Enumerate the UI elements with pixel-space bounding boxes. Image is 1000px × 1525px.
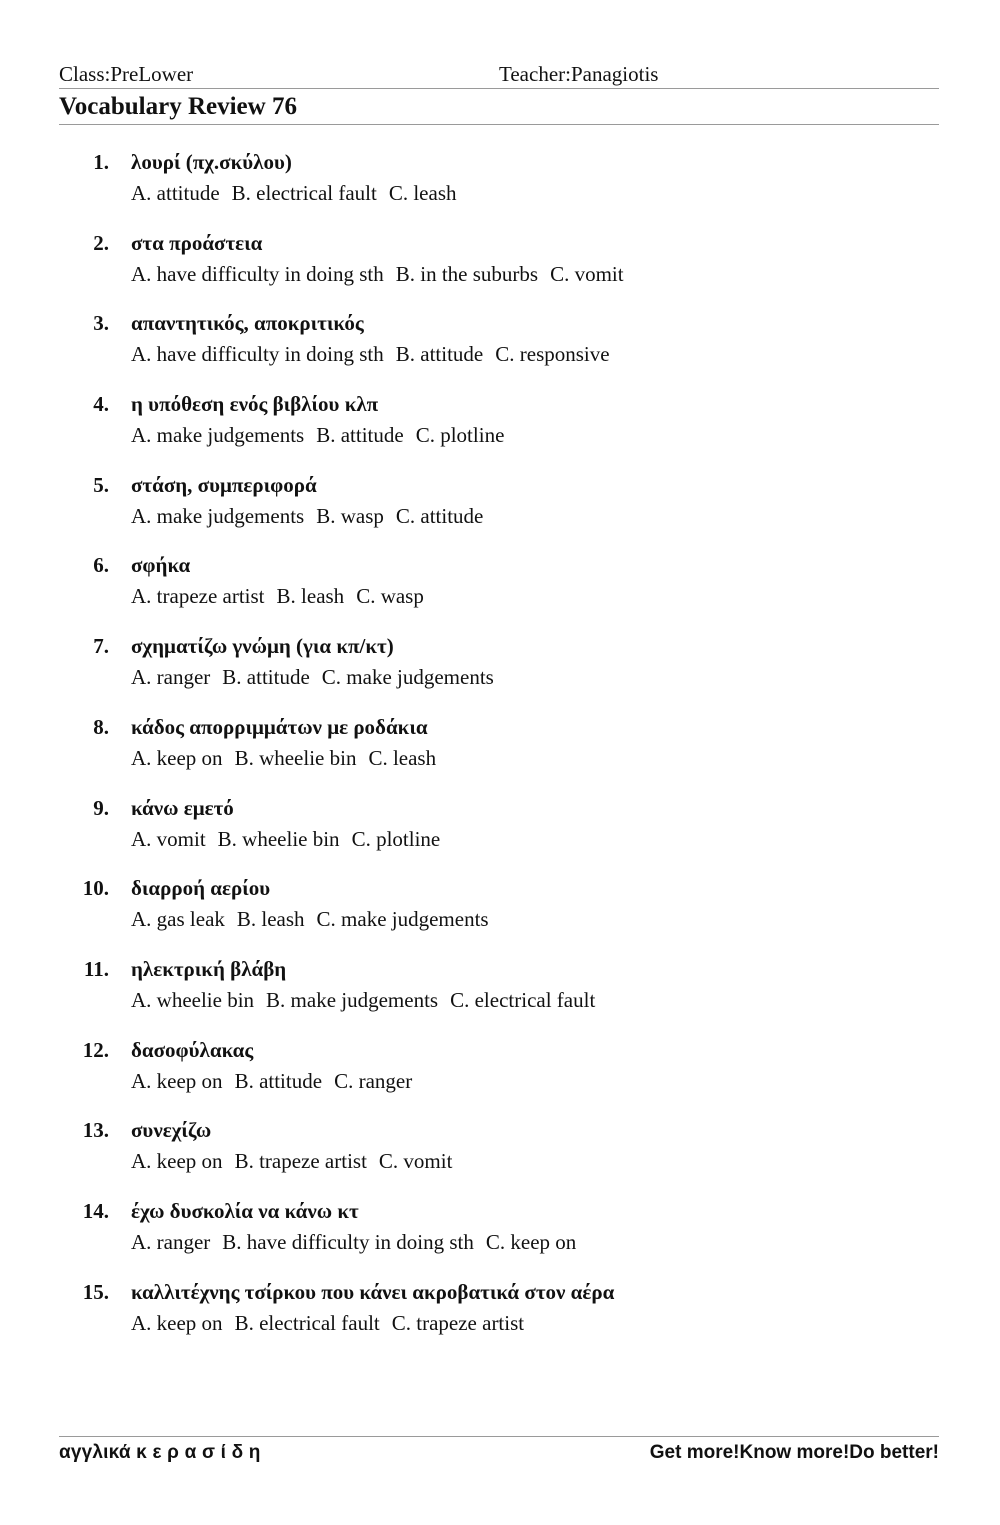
question-prompt: σχηματίζω γνώμη (για κπ/κτ) [131, 634, 394, 659]
question-item [0, 469, 1000, 550]
answer-options [131, 423, 504, 448]
question-item [0, 227, 1000, 308]
question-prompt: έχω δυσκολία να κάνω κτ [131, 1198, 359, 1223]
question-number: 11. [83, 956, 109, 981]
question-prompt: απαντητικός, αποκριτικός [131, 311, 364, 336]
question-prompt: η υπόθεση ενός βιβλίου κλπ [131, 392, 379, 417]
question-number: 13. [82, 1118, 109, 1143]
answer-options [131, 665, 494, 690]
footer-slogan: Get more!Know more!Do better! [649, 1442, 939, 1463]
question-item [0, 549, 1000, 630]
question-item [0, 1034, 1000, 1115]
question-number: 3. [93, 311, 109, 336]
answer-option[interactable]: C. ranger [334, 1068, 413, 1093]
answer-options [131, 181, 457, 206]
answer-option[interactable]: B. attitude [395, 342, 484, 367]
question-prompt: κάνω εμετό [131, 795, 234, 820]
answer-options [131, 746, 436, 771]
answer-options [131, 1230, 576, 1255]
footer [59, 1442, 939, 1468]
question-number: 8. [93, 714, 109, 739]
footer-brand: αγγλικά κ ε ρ α σ ί δ η [59, 1442, 261, 1463]
question-item [0, 146, 1000, 227]
question-prompt: κάδος απορριμμάτων με ροδάκια [131, 714, 428, 739]
question-item [0, 1114, 1000, 1195]
answer-option[interactable]: B. electrical fault [231, 181, 377, 205]
answer-option[interactable]: A. keep on [131, 1068, 223, 1093]
answer-option[interactable]: B. electrical fault [234, 1310, 380, 1335]
answer-option[interactable]: A. keep on [131, 745, 223, 770]
answer-option[interactable]: B. wheelie bin [234, 745, 357, 770]
question-item [0, 792, 1000, 873]
answer-options [131, 1311, 524, 1336]
question-number: 2. [93, 230, 109, 255]
answer-option[interactable]: A. have difficulty in doing sth [131, 261, 384, 286]
answer-option[interactable]: C. leash [388, 181, 457, 205]
answer-option[interactable]: B. attitude [316, 423, 404, 448]
question-item [0, 1195, 1000, 1276]
question-prompt: στάση, συμπεριφορά [131, 472, 317, 497]
answer-option[interactable]: A. keep on [131, 1310, 223, 1335]
answer-option[interactable]: C. vomit [550, 261, 624, 286]
answer-option[interactable]: A. keep on [131, 1149, 223, 1174]
question-item [0, 1276, 1000, 1357]
question-list [0, 146, 1000, 1356]
answer-option[interactable]: A. make judgements [131, 423, 305, 448]
answer-option[interactable]: B. trapeze artist [234, 1149, 367, 1174]
answer-option[interactable]: C. attitude [395, 503, 484, 528]
answer-option[interactable]: C. trapeze artist [391, 1310, 525, 1335]
question-number: 7. [93, 634, 109, 659]
question-prompt: σφήκα [131, 553, 191, 578]
answer-option[interactable]: B. in the suburbs [395, 261, 539, 286]
answer-option[interactable]: C. make judgements [321, 665, 494, 690]
question-item [0, 711, 1000, 792]
question-item [0, 307, 1000, 388]
answer-option[interactable]: B. leash [236, 907, 305, 932]
question-prompt: διαρροή αερίου [131, 876, 271, 901]
question-item [0, 953, 1000, 1034]
question-prompt: καλλιτέχνης τσίρκου που κάνει ακροβατικά στον αέρα [131, 1279, 615, 1304]
header-divider [59, 88, 939, 89]
answer-option[interactable]: C. plotline [415, 423, 505, 448]
question-item [0, 872, 1000, 953]
question-number: 1. [93, 150, 109, 174]
answer-option[interactable]: A. ranger [131, 665, 211, 690]
answer-options [131, 988, 595, 1013]
answer-option[interactable]: B. leash [276, 584, 345, 609]
answer-option[interactable]: A. trapeze artist [131, 584, 265, 609]
answer-options [131, 262, 624, 287]
answer-option[interactable]: C. electrical fault [450, 987, 596, 1012]
question-prompt: δασοφύλακας [131, 1037, 254, 1062]
answer-options [131, 1149, 452, 1174]
question-number: 9. [93, 795, 109, 820]
answer-option[interactable]: B. wheelie bin [217, 826, 340, 851]
teacher-label: Teacher:Panagiotis [499, 62, 659, 86]
question-prompt: συνεχίζω [131, 1118, 212, 1143]
page-title: Vocabulary Review 76 [59, 93, 297, 120]
answer-option[interactable]: A. ranger [131, 1229, 211, 1254]
footer-divider [59, 1436, 939, 1437]
question-number: 14. [82, 1198, 109, 1223]
question-number: 15. [82, 1279, 109, 1304]
answer-options [131, 504, 483, 529]
answer-option[interactable]: B. attitude [222, 665, 310, 690]
answer-option[interactable]: A. gas leak [131, 907, 225, 932]
question-number: 6. [93, 553, 109, 578]
question-number: 4. [93, 392, 109, 417]
answer-option[interactable]: C. leash [368, 745, 437, 770]
question-prompt: λουρί (πχ.σκύλου) [131, 150, 292, 174]
answer-options [131, 342, 610, 367]
question-number: 12. [82, 1037, 109, 1062]
question-item [0, 630, 1000, 711]
answer-options [131, 827, 440, 852]
answer-option[interactable]: C. vomit [378, 1149, 453, 1174]
answer-option[interactable]: B. attitude [234, 1068, 323, 1093]
answer-option[interactable]: C. make judgements [316, 907, 489, 932]
answer-option[interactable]: A. vomit [131, 826, 206, 851]
answer-option[interactable]: A. attitude [131, 181, 220, 205]
question-prompt: στα προάστεια [131, 230, 263, 255]
answer-options [131, 907, 489, 932]
header-row [59, 62, 939, 88]
answer-option[interactable]: C. plotline [351, 826, 441, 851]
answer-option[interactable]: B. make judgements [266, 987, 439, 1012]
answer-option[interactable]: B. have difficulty in doing sth [222, 1229, 474, 1254]
answer-option[interactable]: C. responsive [495, 342, 610, 367]
title-divider [59, 124, 939, 125]
answer-option[interactable]: A. make judgements [131, 503, 305, 528]
question-number: 5. [93, 472, 109, 497]
question-prompt: ηλεκτρική βλάβη [131, 956, 287, 981]
answer-options [131, 584, 424, 609]
question-item [0, 388, 1000, 469]
answer-option[interactable]: C. keep on [485, 1229, 577, 1254]
answer-option[interactable]: B. wasp [316, 503, 384, 528]
question-number: 10. [82, 876, 109, 901]
class-label: Class:PreLower [59, 62, 194, 86]
answer-option[interactable]: C. wasp [356, 584, 424, 609]
answer-option[interactable]: A. wheelie bin [131, 987, 255, 1012]
answer-options [131, 1069, 412, 1094]
answer-option[interactable]: A. have difficulty in doing sth [131, 342, 384, 367]
